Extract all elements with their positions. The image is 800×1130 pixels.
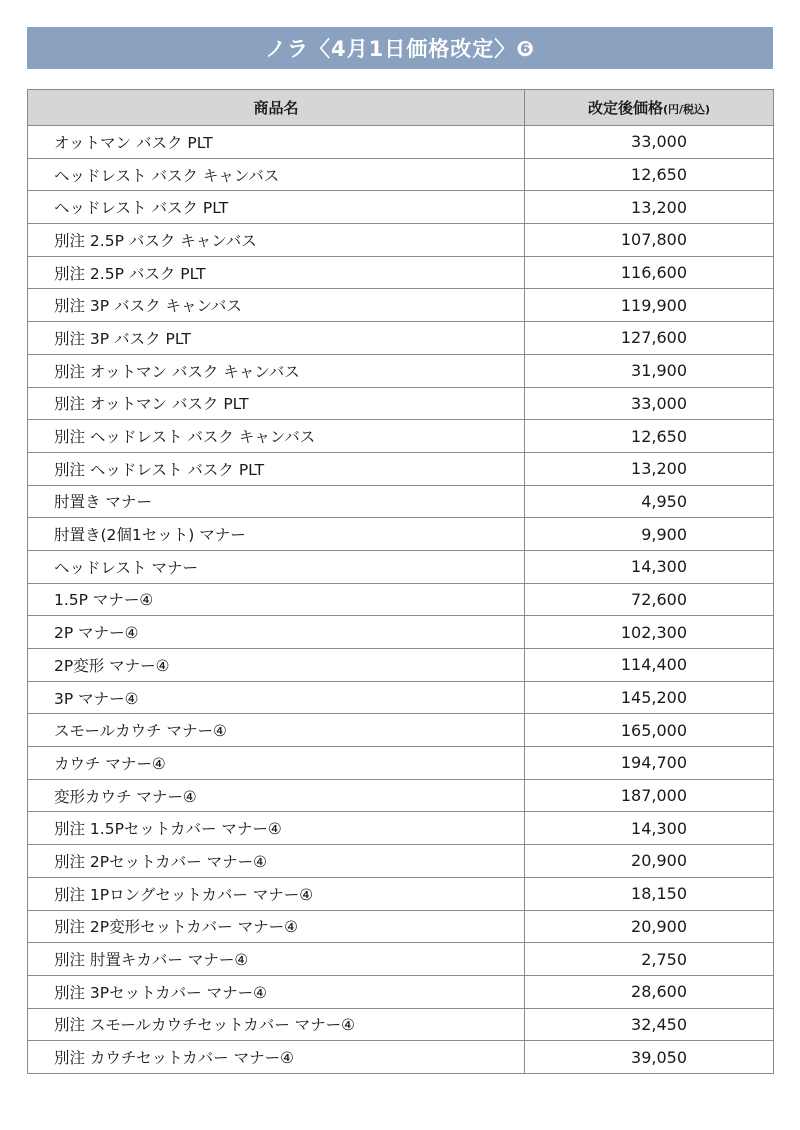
product-name-cell: 別注 2P変形セットカバー マナー④ (28, 910, 525, 943)
price-cell: 20,900 (525, 910, 774, 943)
table-row (28, 1008, 774, 1041)
table-row (28, 812, 774, 845)
product-name-cell: 別注 2.5P バスク PLT (28, 256, 525, 289)
price-cell: 2,750 (525, 943, 774, 976)
table-header-row (28, 90, 774, 126)
price-cell: 14,300 (525, 550, 774, 583)
table-row (28, 877, 774, 910)
price-cell: 33,000 (525, 387, 774, 420)
table-row (28, 583, 774, 616)
price-cell: 12,650 (525, 420, 774, 453)
table-row (28, 518, 774, 551)
page-title: ノラ〈4月1日価格改定〉❻ (264, 37, 535, 61)
table-row (28, 681, 774, 714)
price-cell: 114,400 (525, 649, 774, 682)
product-name-cell: 別注 3P バスク PLT (28, 322, 525, 355)
product-name-cell: 別注 オットマン バスク PLT (28, 387, 525, 420)
product-name-cell: 別注 オットマン バスク キャンバス (28, 354, 525, 387)
table-row (28, 649, 774, 682)
product-name-cell: 別注 肘置キカバー マナー④ (28, 943, 525, 976)
product-name-cell: 別注 3P バスク キャンバス (28, 289, 525, 322)
product-name-cell: 別注 2.5P バスク キャンバス (28, 224, 525, 257)
table-row (28, 910, 774, 943)
product-name-cell: 肘置き(2個1セット) マナー (28, 518, 525, 551)
header-product-name: 商品名 (28, 90, 525, 126)
table-row (28, 224, 774, 257)
price-cell: 18,150 (525, 877, 774, 910)
price-cell: 39,050 (525, 1041, 774, 1074)
product-name-cell: カウチ マナー④ (28, 747, 525, 780)
table-row (28, 779, 774, 812)
title-banner (27, 27, 773, 69)
product-name-cell: 別注 カウチセットカバー マナー④ (28, 1041, 525, 1074)
product-name-cell: 2P変形 マナー④ (28, 649, 525, 682)
product-name-cell: 3P マナー④ (28, 681, 525, 714)
product-name-cell: 別注 ヘッドレスト バスク PLT (28, 452, 525, 485)
table-row (28, 550, 774, 583)
price-cell: 28,600 (525, 975, 774, 1008)
price-cell: 9,900 (525, 518, 774, 551)
product-name-cell: 2P マナー④ (28, 616, 525, 649)
product-name-cell: 別注 スモールカウチセットカバー マナー④ (28, 1008, 525, 1041)
price-cell: 107,800 (525, 224, 774, 257)
table-row (28, 322, 774, 355)
price-cell: 4,950 (525, 485, 774, 518)
table-row (28, 747, 774, 780)
header-price-label: 改定後価格 (587, 99, 663, 117)
price-cell: 31,900 (525, 354, 774, 387)
table-row (28, 975, 774, 1008)
table-row (28, 289, 774, 322)
price-cell: 116,600 (525, 256, 774, 289)
header-price (525, 90, 774, 126)
table-row (28, 943, 774, 976)
product-name-cell: 1.5P マナー④ (28, 583, 525, 616)
product-name-cell: ヘッドレスト バスク キャンバス (28, 158, 525, 191)
product-name-cell: 別注 ヘッドレスト バスク キャンバス (28, 420, 525, 453)
price-cell: 127,600 (525, 322, 774, 355)
price-cell: 119,900 (525, 289, 774, 322)
price-cell: 14,300 (525, 812, 774, 845)
table-row (28, 387, 774, 420)
table-row (28, 354, 774, 387)
header-price-unit: (円/税込) (662, 103, 711, 116)
table-row (28, 485, 774, 518)
table-row (28, 452, 774, 485)
product-name-cell: 別注 1Pロングセットカバー マナー④ (28, 877, 525, 910)
price-cell: 12,650 (525, 158, 774, 191)
price-cell: 165,000 (525, 714, 774, 747)
price-cell: 33,000 (525, 126, 774, 159)
product-name-cell: 変形カウチ マナー④ (28, 779, 525, 812)
product-name-cell: 別注 2Pセットカバー マナー④ (28, 845, 525, 878)
table-row (28, 256, 774, 289)
product-name-cell: ヘッドレスト マナー (28, 550, 525, 583)
table-row (28, 714, 774, 747)
table-row (28, 616, 774, 649)
product-name-cell: 別注 1.5Pセットカバー マナー④ (28, 812, 525, 845)
price-cell: 187,000 (525, 779, 774, 812)
product-name-cell: ヘッドレスト バスク PLT (28, 191, 525, 224)
table-body (28, 126, 774, 1074)
price-cell: 32,450 (525, 1008, 774, 1041)
price-cell: 145,200 (525, 681, 774, 714)
table-row (28, 126, 774, 159)
table-row (28, 158, 774, 191)
product-name-cell: 肘置き マナー (28, 485, 525, 518)
table-row (28, 1041, 774, 1074)
price-cell: 102,300 (525, 616, 774, 649)
price-cell: 13,200 (525, 452, 774, 485)
price-table (27, 89, 774, 1074)
table-row (28, 420, 774, 453)
product-name-cell: 別注 3Pセットカバー マナー④ (28, 975, 525, 1008)
price-cell: 20,900 (525, 845, 774, 878)
product-name-cell: スモールカウチ マナー④ (28, 714, 525, 747)
table-row (28, 845, 774, 878)
price-cell: 72,600 (525, 583, 774, 616)
price-cell: 13,200 (525, 191, 774, 224)
product-name-cell: オットマン バスク PLT (28, 126, 525, 159)
table-row (28, 191, 774, 224)
price-cell: 194,700 (525, 747, 774, 780)
